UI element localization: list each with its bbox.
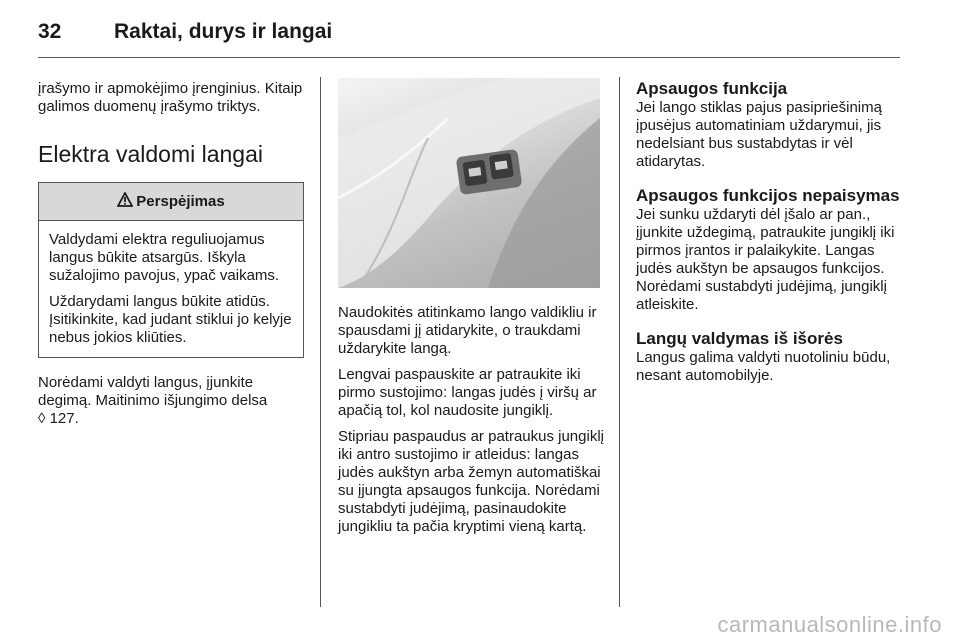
override-title: Apsaugos funkcijos nepaisymas (636, 186, 900, 205)
middle-paragraph-3: Stipriau paspaudus ar patraukus jungiklį iki antro sustojimo ir atleidus: langas judės aukštyn arba žemyn automatiškai su įjungta apsaugos funkcija. Norėdami sustabdyti judėjimą, pasinaudokite jungikliu ta pačia kryptimi vieną kartą. (338, 428, 604, 535)
warning-box (38, 182, 304, 358)
protection-section (636, 78, 904, 171)
section-title: Elektra valdomi langai (38, 141, 264, 167)
ignition-paragraph (38, 374, 304, 428)
window-switch-photo (338, 78, 600, 288)
column-right (636, 78, 904, 399)
warning-triangle-icon (117, 192, 133, 212)
middle-paragraph-1: Naudokitės atitinkamo lango valdikliu ir spausdami jį atidarykite, o traukdami uždarykite langą. (338, 304, 597, 357)
remote-section (636, 328, 904, 385)
column-divider-2 (619, 77, 620, 607)
page-reference-icon: ◊ (38, 410, 46, 427)
protection-text: Jei lango stiklas pajus pasipriešinimą įpusėjus automatiniam uždarymui, jis nedelsiant bus sustabdytas ir vėl atidarytas. (636, 99, 882, 170)
page-number: 32 (38, 20, 62, 43)
warning-paragraph-2: Uždarydami langus būkite atidūs. Įsitikinkite, kad judant stiklui jo kelyje nebus jokios kliūties. (49, 293, 292, 346)
ignition-text: Norėdami valdyti langus, įjunkite degimą. Maitinimo išjungimo delsa (38, 374, 268, 409)
watermark: carmanualsonline.info (717, 612, 942, 637)
middle-paragraph-2: Lengvai paspauskite ar patraukite iki pirmo sustojimo: langas judės į viršų ar apačią tol, kol naudosite jungiklį. (338, 366, 597, 419)
warning-paragraph-1: Valdydami elektra reguliuojamus langus būkite atsargūs. Iškyla sužalojimo pavojus, ypač vaikams. (49, 231, 280, 284)
column-left (38, 80, 304, 436)
chapter-title: Raktai, durys ir langai (114, 20, 333, 43)
page-reference-link[interactable]: 127. (49, 410, 79, 427)
warning-body (39, 221, 303, 357)
intro-paragraph: įrašymo ir apmokėjimo įrenginius. Kitaip galimos duomenų įrašymo triktys. (38, 80, 303, 115)
override-section (636, 185, 904, 314)
column-divider-1 (320, 77, 321, 607)
protection-title: Apsaugos funkcija (636, 79, 788, 98)
page-header (38, 18, 900, 58)
warning-header (39, 183, 303, 221)
remote-title: Langų valdymas iš išorės (636, 329, 843, 348)
override-text: Jei sunku uždaryti dėl įšalo ar pan., įjunkite uždegimą, patraukite jungiklį iki pirmos įrantos ir palaikykite. Langas judės aukštyn be apsaugos funkcijos. Norėdami sustabdyti judėjimą, jungiklį atleiskite. (636, 206, 895, 313)
remote-text: Langus galima valdyti nuotoliniu būdu, nesant automobilyje. (636, 349, 891, 384)
column-middle (338, 78, 604, 544)
warning-title: Perspėjimas (136, 192, 225, 210)
header-divider (38, 57, 900, 58)
